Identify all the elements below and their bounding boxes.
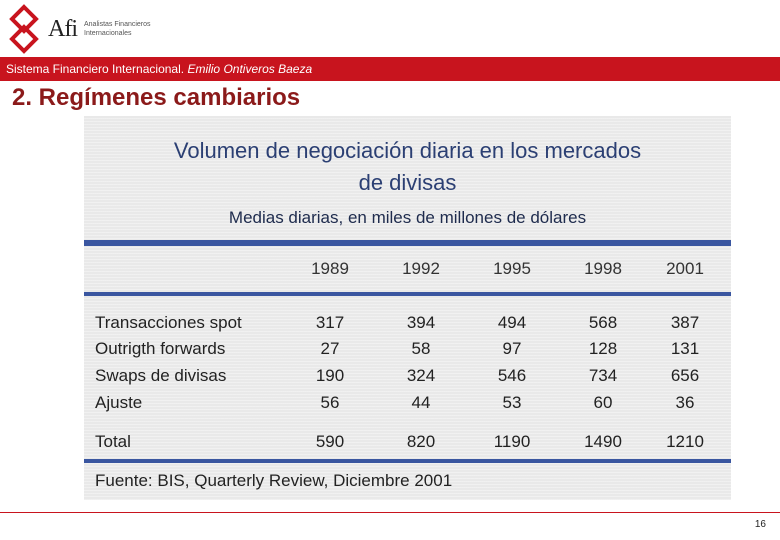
year-header: 1998 (584, 259, 622, 278)
table-cell: 324 (406, 366, 436, 385)
table-cell: 97 (502, 339, 522, 358)
row-label: Ajuste (95, 393, 143, 412)
total-cell: 1210 (666, 432, 704, 451)
row-label: Transacciones spot (95, 313, 242, 332)
table-cell: 317 (315, 313, 345, 332)
table-cell: 128 (588, 339, 618, 358)
table-source: Fuente: BIS, Quarterly Review, Diciembre 2001 (95, 471, 453, 490)
year-header: 1992 (402, 259, 440, 278)
table-cell: 394 (406, 313, 436, 332)
table-cell: 190 (315, 366, 345, 385)
footer-rule (84, 459, 731, 463)
table-cell: 27 (320, 339, 340, 358)
total-label: Total (95, 432, 131, 451)
table-cell: 56 (320, 393, 340, 412)
afi-knot-icon (4, 4, 44, 54)
table-cell: 53 (502, 393, 522, 412)
table-cell: 656 (670, 366, 700, 385)
year-header: 1989 (311, 259, 349, 278)
row-label: Swaps de divisas (95, 366, 227, 385)
table-cell: 734 (588, 366, 618, 385)
table-cell: 387 (670, 313, 700, 332)
table-cell: 546 (497, 366, 527, 385)
page-number: 16 (754, 519, 766, 530)
banner-course: Sistema Financiero Internacional. (6, 62, 188, 76)
slide-title: 2. Regímenes cambiarios (12, 84, 301, 111)
logo-brand: Afi (48, 16, 77, 42)
table-cell: 60 (593, 393, 613, 412)
banner-author: Emilio Ontiveros Baeza (187, 62, 313, 76)
afi-logo (4, 4, 204, 54)
table-top-rule (84, 240, 731, 246)
total-cell: 820 (406, 432, 436, 451)
logo-line-2: Internacionales (84, 30, 132, 37)
table-title-line-1: Volumen de negociación diaria en los mercados (173, 138, 642, 163)
forex-volume-table (84, 116, 731, 500)
row-label: Outrigth forwards (95, 339, 226, 358)
logo-subtitle (84, 20, 151, 38)
table-cell: 494 (497, 313, 527, 332)
table-cell: 568 (588, 313, 618, 332)
banner-text (6, 62, 312, 76)
table-subtitle: Medias diarias, en miles de millones de dólares (228, 208, 587, 227)
table-cell: 44 (411, 393, 431, 412)
year-header: 2001 (666, 259, 704, 278)
total-cell: 1190 (493, 432, 531, 451)
table-cell: 131 (670, 339, 700, 358)
header-rule (84, 292, 731, 296)
footer-line (0, 512, 780, 513)
logo-line-1: Analistas Financieros (84, 21, 151, 28)
table-title-line-2: de divisas (358, 170, 457, 195)
total-cell: 590 (315, 432, 345, 451)
year-header: 1995 (493, 259, 531, 278)
table-cell: 36 (675, 393, 695, 412)
table-cell: 58 (411, 339, 431, 358)
total-cell: 1490 (584, 432, 622, 451)
